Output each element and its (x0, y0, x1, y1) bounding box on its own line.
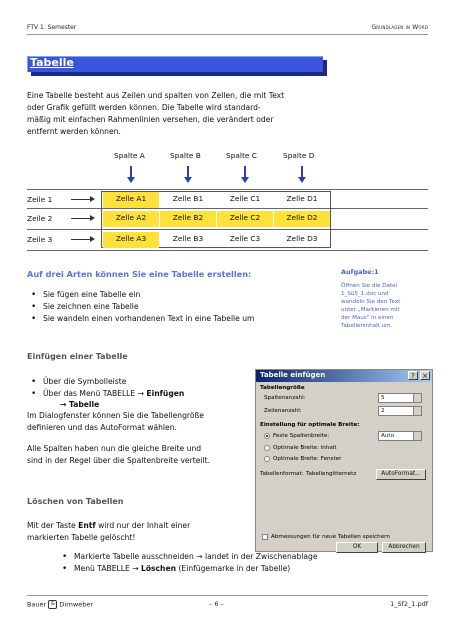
page-title: Tabelle (30, 56, 74, 69)
header-left: FTV 1. Semester (27, 24, 77, 31)
section-heading-insert: Einfügen einer Tabelle (27, 352, 128, 361)
insert-submenu: → Tabelle (60, 400, 100, 409)
radio-fixed-width[interactable] (264, 433, 270, 439)
format-value: Tabellengitternetz (306, 471, 357, 477)
table-cell: Zelle A3 (103, 232, 159, 248)
cancel-button[interactable]: Abbrechen (382, 542, 426, 553)
section-heading-delete: Löschen von Tabellen (27, 497, 124, 506)
cols-label: Spaltenanzahl: (264, 395, 306, 401)
table-cell: Zelle B1 (172, 194, 204, 203)
arrow-right-icon (71, 218, 93, 219)
intro-paragraph: Eine Tabelle besteht aus Zeilen und spalten von Zellen, die mit Text oder Grafik gefüllt werden können. Die Tabelle wird standard- mäßig mit einfachen Rahmenlinien versehen, die verändert oder entfernt werden können. (27, 91, 285, 136)
column-header-b: Spalte B (170, 151, 201, 160)
table-cell: Zelle D3 (286, 234, 318, 243)
remember-label: Abmessungen für neue Tabellen speichern (271, 534, 390, 540)
ok-button[interactable]: OK (336, 542, 378, 553)
logo-icon: & (48, 600, 57, 609)
column-header-d: Spalte D (283, 151, 315, 160)
page-title-box (27, 56, 327, 76)
group-label-size: Tabellengröße (260, 385, 305, 391)
delete-paragraph: Mit der Taste Entf wird nur der Inhalt einer markierten Tabelle gelöscht! (27, 521, 191, 542)
remember-checkbox[interactable] (262, 534, 268, 540)
table-cell: Zelle A1 (103, 192, 159, 208)
header-rule (27, 34, 428, 35)
opt-content-label: Optimale Breite: Inhalt (273, 445, 337, 451)
rows-label: Zeilenanzahl: (264, 408, 302, 414)
row-label-2: Zeile 2 (27, 214, 53, 223)
task-sidenote: Aufgabe:1 Öffnen Sie die Datei 1_Sü5_1.doc und wandeln Sie den Text unter „Markieren mit der Maus" in einen Tabelleninhalt um. (341, 268, 431, 330)
arrow-right-icon (71, 239, 93, 240)
column-header-a: Spalte A (114, 151, 145, 160)
table-cell: Zelle C1 (229, 194, 261, 203)
list-item: • Markierte Tabelle ausschneiden → landet in der Zwischenablage (60, 551, 420, 563)
footer-rule (27, 595, 428, 596)
help-icon[interactable]: ? (408, 371, 418, 380)
radio-fit-window[interactable] (264, 456, 270, 462)
row-separator (27, 189, 428, 190)
opt-fixed-label: Feste Spaltenbreite: (273, 433, 330, 439)
cols-stepper[interactable]: 5 (378, 393, 422, 403)
table-cell: Zelle D1 (286, 194, 318, 203)
table-cell: Zelle B2 (160, 211, 216, 227)
insert-table-dialog (255, 369, 433, 552)
insert-steps-list (29, 376, 259, 400)
list-item: • Über die Symbolleiste (29, 376, 259, 388)
list-item: • Sie fügen eine Tabelle ein (29, 289, 349, 301)
format-label: Tabellenformat: (260, 471, 304, 477)
footer-file: 1_Sf2_1.pdf (390, 600, 428, 608)
create-methods-list (29, 289, 349, 325)
dialog-title: Tabelle einfügen (260, 371, 326, 379)
insert-paragraph-2: Alle Spalten haben nun die gleiche Breite und sind in der Regel über die Spaltenbreite verteilt. (27, 444, 210, 465)
arrow-right-icon (71, 199, 93, 200)
task-title: Aufgabe:1 (341, 268, 379, 276)
opt-window-label: Optimale Breite: Fenster (273, 456, 342, 462)
table-cell: Zelle D2 (274, 211, 330, 227)
row-label-1: Zeile 1 (27, 195, 53, 204)
group-label-width: Einstellung für optimale Breite: (260, 422, 360, 428)
table-cell: Zelle C3 (229, 234, 261, 243)
footer-authors: Bauer & Dirnweber (27, 600, 93, 609)
header-right: Grundlagen in Word (371, 24, 428, 31)
rows-stepper[interactable]: 2 (378, 406, 422, 416)
row-label-3: Zeile 3 (27, 235, 53, 244)
table-cell: Zelle B3 (172, 234, 204, 243)
list-item: • Sie zeichnen eine Tabelle (29, 301, 349, 313)
insert-paragraph-1: Im Dialogfenster können Sie die Tabellengröße definieren und das AutoFormat wählen. (27, 411, 204, 432)
fixed-width-stepper[interactable]: Auto (378, 431, 422, 441)
list-item: • Über das Menü TABELLE → Einfügen (29, 388, 259, 400)
close-icon[interactable]: × (420, 371, 430, 380)
table-cell: Zelle C2 (217, 211, 273, 227)
delete-steps-list (60, 551, 420, 575)
footer-page: – 6 – (209, 600, 224, 608)
table-cell: Zelle A2 (103, 211, 159, 227)
list-item: • Menü TABELLE → Löschen (Einfügemarke in der Tabelle) (60, 563, 420, 575)
section-heading-create: Auf drei Arten können Sie eine Tabelle erstellen: (27, 269, 252, 279)
radio-fit-content[interactable] (264, 445, 270, 451)
row-separator (27, 250, 428, 251)
list-item: • Sie wandeln einen vorhandenen Text in eine Tabelle um (29, 313, 349, 325)
autoformat-button[interactable]: AutoFormat... (376, 469, 426, 480)
column-header-c: Spalte C (226, 151, 257, 160)
